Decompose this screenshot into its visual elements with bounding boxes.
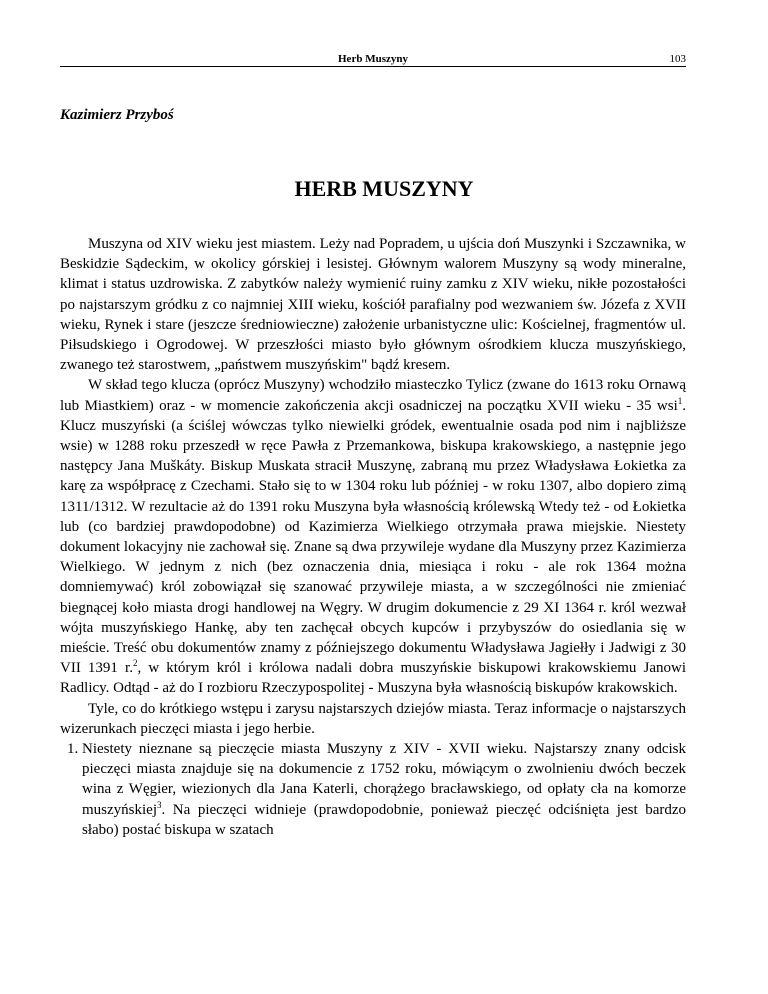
footnote-ref[interactable]: 1 (677, 395, 683, 406)
list-item: 1. Niestety nieznane są pieczęcie miasta Muszyny z XIV - XVII wieku. Najstarszy znany odcisk pieczęci miasta znajduje się na dokumencie z 1752 roku, mówiącym o zwolnieniu dwóch beczek wina z Węgier, wiezionych dla Jana Katerli, chorążego bracławskiego, od opłaty cła na komorze muszyńskiej$^3$. Na pieczęci widnieje (prawdopodobnie, ponieważ pieczęć odciśnięta jest bardzo słabo) postać biskupa w szatach (82, 739, 686, 840)
article-title: HERB MUSZYNY (294, 176, 474, 201)
page-number: 103 (669, 53, 686, 65)
numbered-list (60, 739, 686, 840)
paragraph: Muszyna od XIV wieku jest miastem. Leży nad Popradem, u ujścia doń Muszynki i Szczawnika, w Beskidzie Sądeckim, w okolicy górskiej i lesistej. Głównym walorem Muszyny są wody mineralne, klimat i status uzdrowiska. Z zabytków należy wymienić ruiny zamku z XIV wieku, nikłe pozostałości po najstarszym gródku z co najmniej XIII wieku, kościół parafialny pod wezwaniem św. Józefa z XVII wieku, Rynek i stare (jeszcze średniowieczne) założenie urbanistyczne ulic: Kościelnej, fragmentów ul. Piłsudskiego i Ogrodowej. W przeszłości miasto było głównym ośrodkiem klucza muszyńskiego, zwanego też starostwem, „państwem muszyńskim" bądź kresem. (60, 236, 686, 374)
author-name: Kazimierz Przyboś (60, 107, 174, 123)
running-title: Herb Muszyny (338, 53, 408, 65)
paragraph: W skład tego klucza (oprócz Muszyny) wchodziło miasteczko Tylicz (zwane do 1613 roku Ornawą lub Miastkiem) oraz - w momencie zakończenia akcji osadniczej na początku XVII wieku - 35 wsi$^1$. Klucz muszyński (a ściślej wówczas tylko niewielki gródek, ewentualnie osada pod nim i najbliższe wsie) w 1288 roku przeszedł w ręce Pawła z Przemankowa, biskupa krakowskiego, a następnie jego następcy Jana Muškáty. Biskup Muskata stracił Muszynę, zabraną mu przez Władysława Łokietka za karę za współpracę z Czechami. Stało się to w 1304 roku lub później - w roku 1307, albo dopiero zimą 1311/1312. W rezultacie aż do 1391 roku Muszyna była własnością królewską Wtedy też - od Łokietka lub (co bardziej prawdopodobne) od Kazimierza Wielkiego otrzymała prawa miejskie. Niestety dokument lokacyjny nie zachował się. Znane są dwa przywileje wydane dla Muszyny przez Kazimierza Wielkiego. W jednym z nich (bez oznaczenia dnia, miesiąca i roku - ale rok 1364 można domniemywać) król zobowiązał się szanować przywileje miasta, a w szczególności nie zmieniać biegnącej koło miasta drogi handlowej na Węgry. W drugim dokumencie z 29 XI 1364 r. król wezwał wójta muszyńskiego Hankę, aby ten zachęcał obcych kupców i przybyszów do osiedlania się w mieście. Treść obu dokumentów znamy z późniejszego dokumentu Władysława Jagiełły i Jadwigi z 30 VII 1391 r.$^2$, w którym król i królowa nadali dobra muszyńskie biskupowi krakowskiemu Janowi Radlicy. Odtąd - aż do I rozbioru Rzeczypospolitej - Muszyna była własnością biskupów krakowskich. (60, 377, 686, 697)
article-body (60, 234, 686, 840)
footnote-ref[interactable]: 2 (132, 658, 138, 669)
paragraph: Tyle, co do krótkiego wstępu i zarysu najstarszych dziejów miasta. Teraz informacje o najstarszych wizerunkach pieczęci miasta i jego herbie. (60, 700, 686, 737)
running-header (60, 52, 686, 67)
footnote-ref[interactable]: 3 (157, 799, 162, 810)
